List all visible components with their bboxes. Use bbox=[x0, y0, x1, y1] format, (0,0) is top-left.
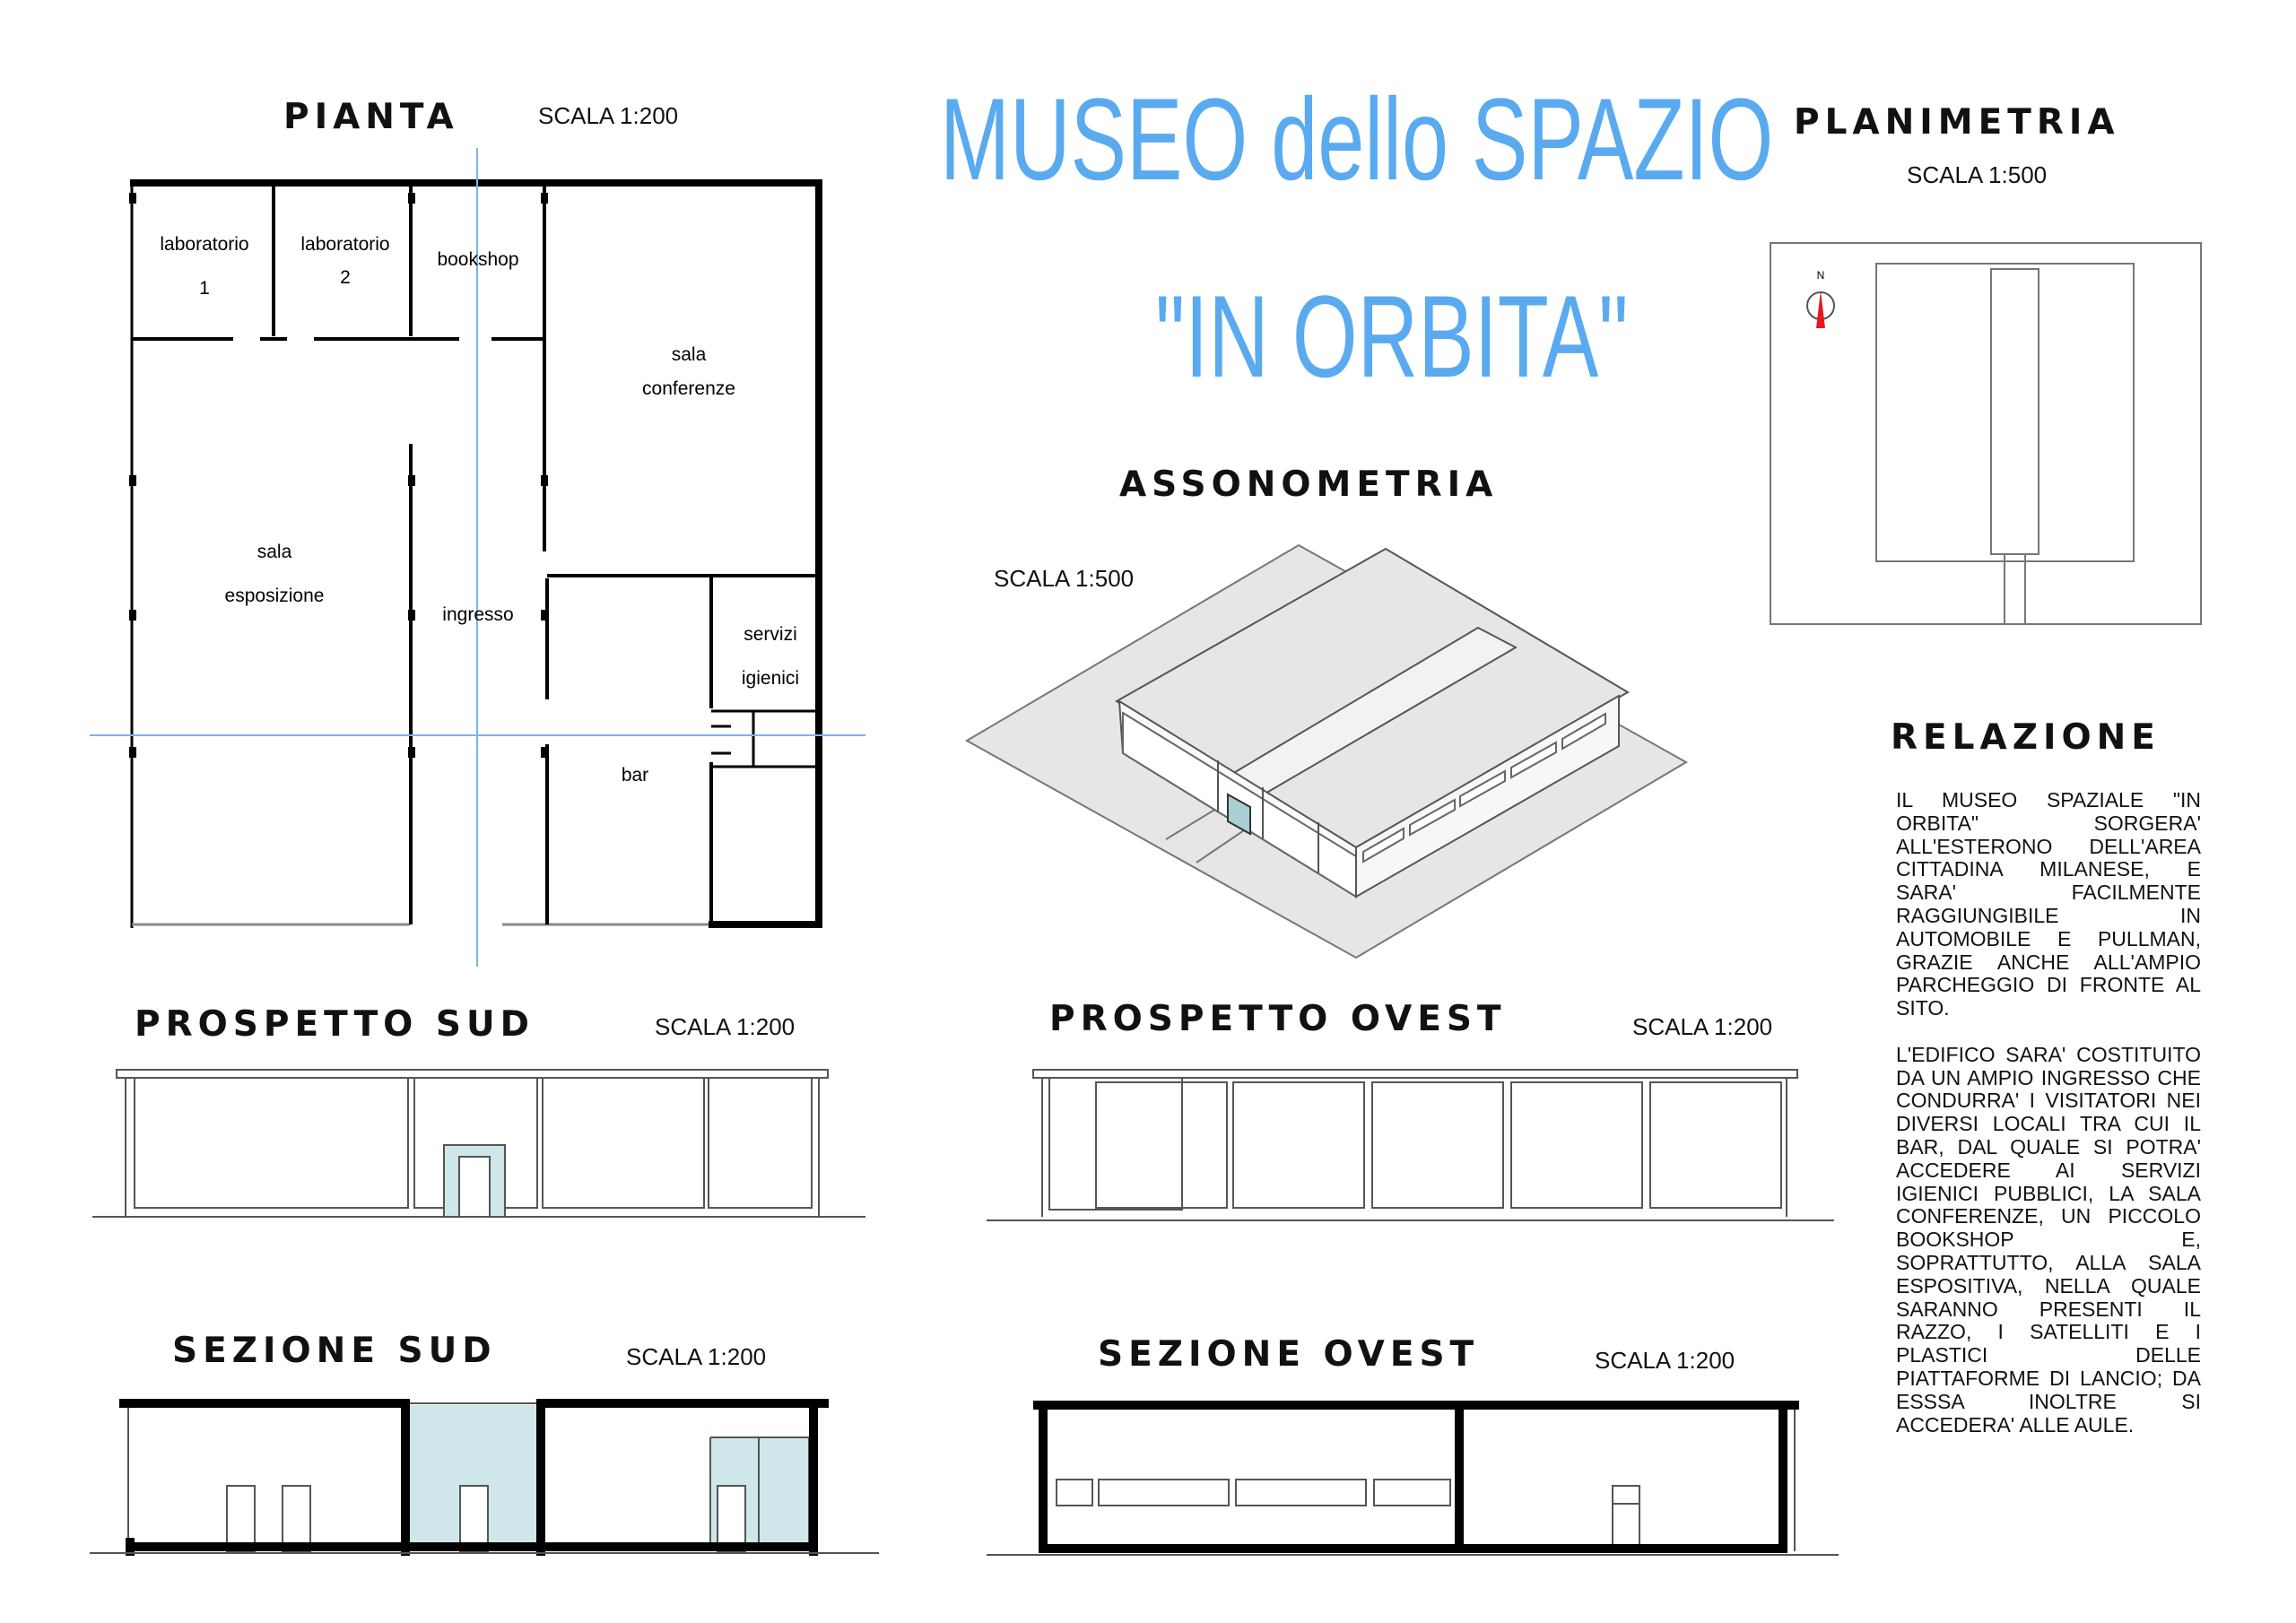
room-label-esposizione-b: esposizione bbox=[224, 586, 325, 606]
room-label-lab2: laboratorio bbox=[300, 234, 390, 255]
main-title: MUSEO dello SPAZIO bbox=[940, 74, 1774, 204]
pianta-scale: SCALA 1:200 bbox=[538, 102, 679, 129]
sezione-ovest-scale: SCALA 1:200 bbox=[1595, 1347, 1735, 1374]
room-label-esposizione-a: sala bbox=[257, 542, 292, 562]
prospetto-ovest-scale: SCALA 1:200 bbox=[1632, 1013, 1773, 1040]
svg-text:N: N bbox=[1816, 269, 1825, 282]
sezione-sud-scale: SCALA 1:200 bbox=[626, 1343, 767, 1370]
room-label-lab2-num: 2 bbox=[340, 267, 351, 288]
room-label-conferenze-b: conferenze bbox=[642, 378, 735, 399]
prospetto-ovest-heading: PROSPETTO OVEST bbox=[1049, 999, 1507, 1039]
room-label-conferenze-a: sala bbox=[671, 344, 707, 365]
relazione-paragraph-2: L'EDIFICO SARA' COSTITUITO DA UN AMPIO INGRESSO CHE CONDURRA' I VISITATORI NEI DIVERSI LOCALI TRA CUI IL BAR, DAL QUALE SI POTRA' ACCEDERE AI SERVIZI IGIENICI PUBBLICI, LA SALA CONFERENZE, UN PICCOLO BOOKSHOP E, SOPRATTUTTO, ALLA SALA ESPOSITIVA, NELLA QUALE SARANNO PRESENTI IL RAZZO, I SATELLITI E I PLASTICI DELLE PIATTAFORME DI LANCIO; DA ESSSA INOLTRE SI ACCEDERA' ALLE AULE. bbox=[1896, 1042, 2201, 1436]
room-label-lab1: laboratorio bbox=[160, 234, 249, 255]
assonometria-heading: ASSONOMETRIA bbox=[1119, 464, 1499, 505]
main-subtitle: "IN ORBITA" bbox=[1155, 271, 1629, 402]
planimetria-heading: PLANIMETRIA bbox=[1794, 102, 2120, 143]
room-label-ingresso: ingresso bbox=[442, 604, 514, 625]
room-label-servizi-b: igienici bbox=[741, 668, 800, 689]
relazione-heading: RELAZIONE bbox=[1891, 717, 2161, 758]
planimetria-scale: SCALA 1:500 bbox=[1907, 161, 2048, 188]
sezione-ovest-heading: SEZIONE OVEST bbox=[1098, 1334, 1480, 1375]
pianta-heading: PIANTA bbox=[283, 97, 459, 137]
sezione-sud-heading: SEZIONE SUD bbox=[172, 1331, 497, 1371]
room-label-bookshop: bookshop bbox=[437, 249, 519, 270]
relazione-text bbox=[1896, 789, 2201, 1460]
room-label-servizi-a: servizi bbox=[744, 624, 797, 645]
prospetto-sud-heading: PROSPETTO SUD bbox=[135, 1004, 535, 1045]
room-label-bar: bar bbox=[621, 765, 649, 785]
prospetto-sud-scale: SCALA 1:200 bbox=[655, 1013, 796, 1040]
assonometria-scale: SCALA 1:500 bbox=[994, 565, 1135, 592]
room-label-lab1-num: 1 bbox=[199, 278, 210, 299]
relazione-paragraph-1: IL MUSEO SPAZIALE "IN ORBITA" SORGERA' ALL'ESTERONO DELL'AREA CITTADINA MILANESE, E SARA' FACILMENTE RAGGIUNGIBILE IN AUTOMOBILE E PULLMAN, GRAZIE ANCHE ALL'AMPIO PARCHEGGIO DI FRONTE AL SITO. bbox=[1896, 788, 2201, 1020]
